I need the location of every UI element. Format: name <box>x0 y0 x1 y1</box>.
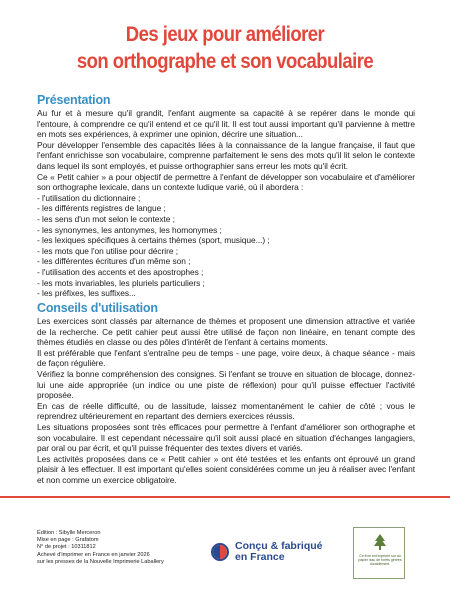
credits-line: N° de projet : 10311812 <box>37 544 96 551</box>
credits-line: Édition : Sibylle Merceron <box>37 530 101 536</box>
page-title-line-2: son orthographe et son vocabulaire <box>76 50 374 73</box>
topics-list-item: - les préfixes, les suffixes... <box>37 288 136 299</box>
made-in-france-text <box>235 541 323 563</box>
topics-list-item: - les synonymes, les antonymes, les homonymes ; <box>37 224 222 235</box>
topics-list-item: - les mots que l'on utilise pour décrire ; <box>37 245 179 256</box>
credits-block <box>37 530 217 566</box>
topics-list-item: - l'utilisation des accents et des apostrophes ; <box>37 266 204 277</box>
conseils-heading: Conseils d'utilisation <box>37 301 158 315</box>
topics-list-item: - les différents registres de langue ; <box>37 203 166 214</box>
topics-list <box>37 193 415 299</box>
conseils-paragraph: Les exercices sont classés par alternance de thèmes et proposent une dimension attractive et variée de la recherche. Ce petit cahier peut aussi être utilisé de façon non linéaire, en tenant compte des thèmes étudiés en classe ou des pôles d'intérêt de l'enfant à certains moments. <box>37 316 415 348</box>
conseils-section <box>37 316 415 486</box>
conseils-paragraph: En cas de réelle difficulté, ou de lassitude, laissez momentanément le cahier de côté ; vous le reprendrez ultérieurement en repartant des derniers exercices réussis. <box>37 400 415 422</box>
conseils-paragraph: Les situations proposées sont très efficaces pour permettre à l'enfant d'améliorer son orthographe et son vocabulaire. Il est cependant nécessaire qu'il soit aussi placé en situation d'échanges langagiers, par oral ou par écrit, et qu'il puisse fréquenter des textes divers et variés. <box>37 421 415 454</box>
made-in-france-logo <box>211 540 331 580</box>
presentation-section <box>37 108 415 299</box>
credits-line: Achevé d'imprimer en France en janvier 2026 <box>37 551 150 558</box>
topics-list-item: - l'utilisation du dictionnaire ; <box>37 192 141 203</box>
presentation-paragraph: Au fur et à mesure qu'il grandit, l'enfant augmente sa capacité à se repérer dans le monde qui l'entoure, à comprendre ce qu'il entend et ce qu'il lit. Il est tout aussi important qu'il parvienne à mettre en mots ses expériences, à exprimer une opinion, décrire une situation... <box>37 108 415 140</box>
conseils-paragraph: Il est préférable que l'enfant s'entraîne peu de temps - une page, voire deux, à chaque séance - mais de façon régulière. <box>37 347 415 369</box>
topics-list-item: - les lexiques spécifiques à certains thèmes (sport, musique...) ; <box>37 235 270 246</box>
tree-icon <box>373 533 387 551</box>
eco-label-text: Ce livre est imprimé sur du papier issu de forêts gérées durablement. <box>358 554 402 567</box>
page-title-line-1: Des jeux pour améliorer <box>125 23 325 46</box>
presentation-heading: Présentation <box>37 93 111 107</box>
topics-list-item: - les sens d'un mot selon le contexte ; <box>37 213 175 224</box>
section-divider <box>0 496 450 498</box>
topics-list-item: - les différentes écritures d'un même son ; <box>37 256 191 267</box>
made-in-france-line-2: en France <box>235 551 285 563</box>
conseils-paragraph: Vérifiez la bonne compréhension des consignes. Si l'enfant se trouve en situation de blocage, donnez-lui une aide appropriée (un indice ou une piste de réflexion) pour qu'il puisse effectuer l'activité proposée. <box>37 368 415 401</box>
credits-line: Mise en page : Grafatom <box>37 537 99 544</box>
presentation-paragraph: Pour développer l'ensemble des capacités liées à la connaissance de la langue française, il faut que l'enfant enrichisse son vocabulaire, comprenne parfaitement le sens des mots qu'il lit selon le contexte dans lequel ils sont employés, et puisse orthographier sans erreur les mots qu'il écrit. <box>37 139 415 171</box>
france-flag-icon <box>211 543 229 561</box>
presentation-paragraph: Ce « Petit cahier » a pour objectif de permettre à l'enfant de développer son vocabulaire et d'améliorer son orthographe lexicale, dans un contexte ludique varié, où il abordera : <box>37 171 415 193</box>
eco-label <box>353 527 405 579</box>
made-in-france-line-1: Conçu & fabriqué <box>235 540 323 552</box>
conseils-paragraph: Les activités proposées dans ce « Petit cahier » ont été testées et les enfants ont éprouvé un grand plaisir à les effectuer. Il est important qu'elles soient considérées comme un jeu à réaliser avec l'enfant et non comme un exercice obligatoire. <box>37 453 415 485</box>
credits-line: sur les presses de la Nouvelle Imprimerie Laballery <box>37 558 164 565</box>
topics-list-item: - les mots invariables, les pluriels particuliers ; <box>37 277 205 288</box>
